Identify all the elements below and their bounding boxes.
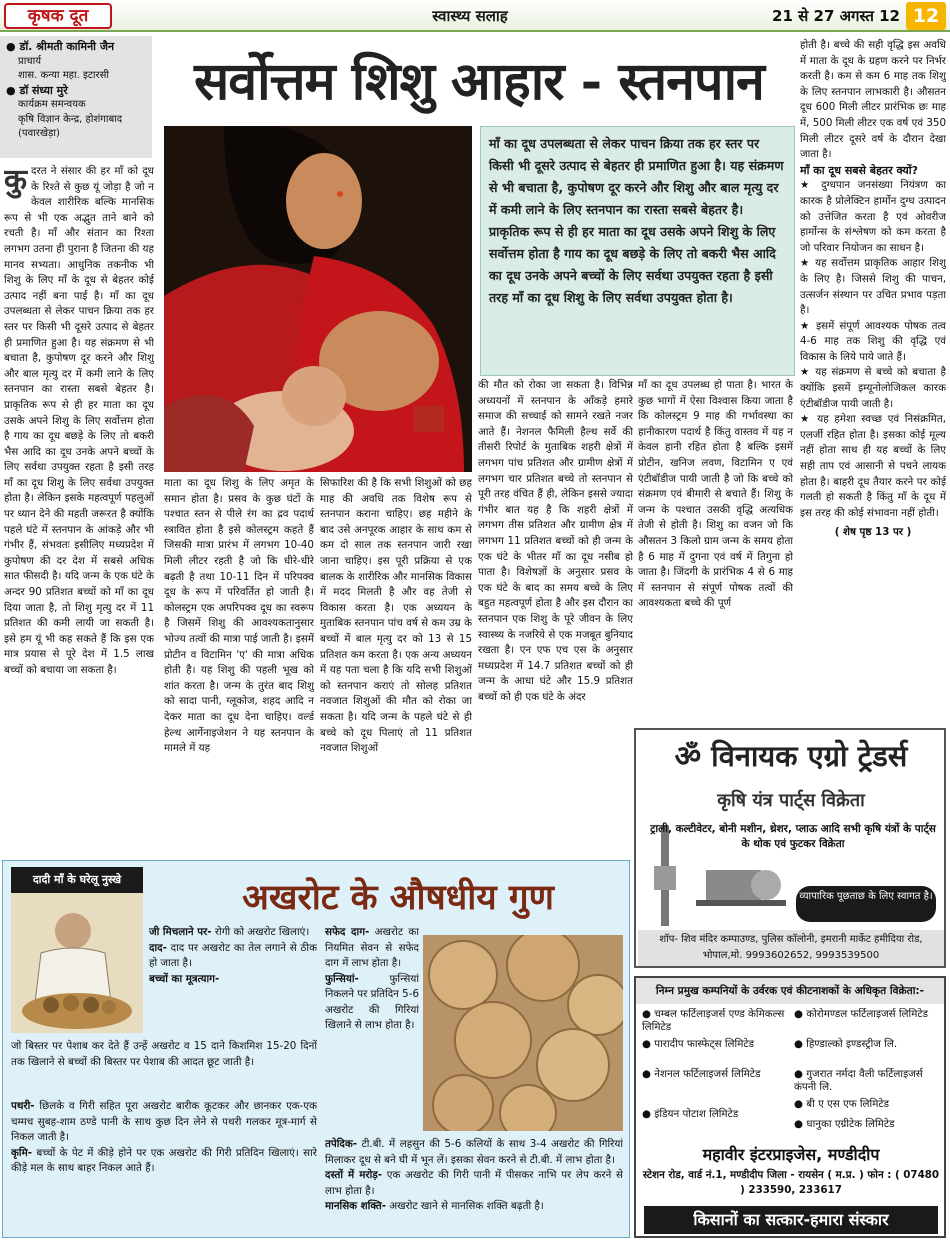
issue-date: 21 से 27 अगस्त 12 [772, 7, 900, 25]
author-title: कार्यक्रम समन्वयक [18, 99, 86, 110]
company-item: ● पारादीप फास्फेट्स लिमिटेड [642, 1038, 755, 1050]
newspaper-logo: कृषक दूत [4, 3, 112, 29]
article-column-3 [320, 476, 472, 856]
section-title: स्वास्थ्य सलाह [432, 7, 508, 25]
article-column-4 [478, 378, 633, 856]
remedy-bedwetting-text: जो बिस्तर पर पेशाब कर देते हैं उन्हें अखरोट व 15 दाने किशमिश 15-20 दिनों तक खिलाने से बच्चों की बिस्तर पर पेशाब की आदत छूट जाती है। [11, 1040, 317, 1068]
dealer-slogan: किसानों का सत्कार-हमारा संस्कार [644, 1206, 938, 1234]
mahavir-enterprises-ad [634, 976, 946, 1238]
remedy-item: पथरी- छिलके व गिरी सहित पूरा अखरोट बारीक कूटकर और छानकर एक-एक चम्मच सुबह-शाम ठण्डे पानी के साथ कुछ दिन लेने से पथरी गलकर मूत्र-मार्ग से निकल जाती है। [11, 1100, 317, 1143]
remedy-group-2 [325, 925, 419, 1135]
remedy-item: दस्तों में मरोड़- एक अखरोट की गिरी पानी में पीसकर नाभि पर लेप करने से लाभ होता है। [325, 1169, 623, 1197]
dealer-name: महावीर इंटरप्राइजेस, मण्डीदीप [702, 1145, 880, 1164]
article-point: ★ यह संक्रमण से बच्चे को बचाता है क्योंकि इसमें इम्यूनोलोजिकल कारक एंटीबॉडीज पायी जाती है। [800, 366, 946, 410]
ad-title: ॐ विनायक एग्रो ट्रेडर्स [674, 739, 908, 773]
article-point: ★ इसमें संपूर्ण आवश्यक पोषक तत्व 4-6 माह तक शिशु की वृद्धि एवं विकास के लिये पाये जाते हैं। [800, 319, 946, 363]
article-paragraph: माता का दूध शिशु के लिए अमृत के समान होता है। प्रसव के कुछ घंटों के पश्चात स्तन से पीले रंग का द्रव पदार्थ स्त्रावित होता है इसे कोलस्ट्रम कहते हैं जिसकी मात्रा प्रारंभ में लगभग 10-40 मिली लीटर रहती है जो कि धीरे-धीरे बढ़ती है तथा 10-11 दिन में परिपक्व दूध के रूप में परिवर्तित हो जाती है। कोलस्ट्रम एक अपरिपक्व दूध का स्वरूप है जिसमें शिशु की आवश्यकतानुसार भोज्य तत्वों की मात्रा पाई जाती है। इसमें प्रोटीन व विटामिन 'ए' की मात्रा अधिक होती है। यह शिशु की पहली भूख को शांत करता है। जन्म के तुरंत बाद शिशु को सादा पानी, ग्लूकोज, शहद आदि न देकर माता का दूध देना चाहिए। वर्ल्ड हेल्थ आर्गेनाइजेशन ने यह स्तनपान के मामले में यह [164, 477, 314, 755]
grandma-tips-badge: दादी माँ के घरेलू नुस्खे [11, 867, 143, 893]
article-headline: सर्वोत्तम शिशु आहार - स्तनपान [194, 51, 764, 112]
dealer-address: स्टेशन रोड, वार्ड नं.1, मण्डीदीप जिला - रायसेन ( म.प्र. ) फोन : ( 07480 ) 233590, 233617 [642, 1169, 940, 1196]
article-paragraph: सिफारिश की है कि सभी शिशुओं को छह माह की अवधि तक विशेष रूप से स्तनपान कराना चाहिए। छह महीने के बाद उसे अनपूरक आहार के साथ कम से कम दो साल तक स्तनपान जारी रखा जाना चाहिए। इस पूरी प्रक्रिया से एक बालक के शारीरिक और मानसिक विकास में मदद मिलती है और वह तेजी से विकास करता है। एक अध्ययन के मुताबिक स्तनपान पांच वर्ष से कम उम्र के बच्चों में बाल मृत्यु दर को 13 से 15 प्रतिशत कम करता है। एक अन्य अध्ययन में यह पता चला है कि यदि सभी शिशुओं को स्तनपान कराएं तो सोलह प्रतिशत नवजात शिशुओं की मौत को रोका जा सकता है। यदि जन्म के पहले घंटे से ही बच्चे को दूध पिलाएं तो 11 प्रतिशत नवजात शिशुओं [320, 477, 472, 755]
walnuts-photo [423, 935, 623, 1131]
article-point: ★ यह हमेशा स्वच्छ एवं निसंक्रमित, एलर्जी रहित होता है। इसका कोई मूल्य नहीं होता साथ ही यह बच्चों के लिए सही ताप एवं आसानी से पचने लायक होता है। बाहरी दूध तैयार करने पर कोई गलती हो सकती है किंतु माँ के दूध में इस तरह की कोई संभावना नहीं होती। [800, 413, 946, 519]
article-column-2 [164, 476, 314, 856]
article-subheading: माँ का दूध सबसे बेहतर क्यों? [800, 163, 919, 177]
remedy-item: फुन्सियां- फुन्सियां निकलने पर प्रतिदिन 5-6 अखरोट की गिरियां खिलाने से लाभ होता है। [325, 972, 419, 1031]
article-column-6 [800, 38, 946, 720]
company-item: ● कोरोमण्डल फर्टिलाइजर्स लिमिटेड [794, 1008, 929, 1020]
ad-subtitle: कृषि यंत्र पार्ट्स विक्रेता [717, 790, 865, 811]
page-number: 12 [906, 2, 946, 30]
pull-quote: माँ का दूध उपलब्धता से लेकर पाचन क्रिया तक हर स्तर पर किसी भी दूसरे उत्पाद से बेहतर ही प्रमाणित हुआ है। यह संक्रमण से भी बचाता है, कुपोषण दूर करने और शिशु और बाल मृत्यु दर में कमी लाने के लिए स्तनपान का रास्ता सबसे बेहतर है। प्राकृतिक रूप से ही हर माता का दूध उसके अपने शिशु के लिए सर्वोत्तम होता है गाय का दूध बछड़े के लिए तो बकरी भैस आदि का दूध उनके अपने बच्चों के लिए सर्वथा उपयुक्त रहता है इसी तरह माँ का दूध शिशु के लिए सर्वथा उपयुक्त होता है। [480, 126, 795, 376]
remedy-group-4 [325, 1137, 623, 1235]
remedy-group-3 [11, 1099, 317, 1235]
author-affiliation: शास. कन्या महा. इटारसी [18, 70, 109, 81]
drop-cap: कु [4, 164, 28, 198]
remedy-item: सफेद दाग- अखरोट का नियमित सेवन से सफेद दाग में लाभ होता है। [325, 926, 419, 969]
company-item: ● बी ए एस एफ लिमिटेड [794, 1098, 890, 1110]
grandmother-illustration [11, 893, 143, 1033]
article-paragraph: माँ का दूध उपलब्ध हो पाता है। भारत के कुछ भागों में ऐसा विश्वास किया जाता है कि कोलस्ट्रम 9 माह की गर्भावस्था का हानीकारण पदार्थ है किंतु वास्तव में यह न केवल हानी रहित होता है बल्कि इसमें प्रोटीन, खनिज लवण, विटामिन ए एवं एंटीबॉडीज पायी जाती है जो कि बच्चे को संक्रमण एवं बीमारी से बचाते हैं। शिशु के जन्म के पश्चात उसकी वृद्धि अत्यधिक तेजी से होती है। शिशु का वजन जो कि औसतन 3 किलो ग्राम जन्म के समय होता है 6 माह में दुगना एवं वर्ष में तिगुना हो जाता है। जिंदगी के प्रारंभिक 4 से 6 माह में स्तनपान से संपूर्ण पोषक तत्वों की आवश्यकता बच्चे की पूर्ण [638, 379, 793, 610]
continued-note: ( शेष पृष्ठ 13 पर ) [834, 526, 912, 539]
ad-heading: निम्न प्रमुख कम्पनियों के उर्वरक एवं कीटनाशकों के अधिकृत विक्रेता:- [636, 978, 944, 1004]
ad-address: शॉप- शिव मंदिर कम्पाउण्ड, पुलिस कॉलोनी, इमरानी मार्केट हमीदिया रोड, भोपाल,मो. 9993602652, 9993539500 [638, 930, 944, 966]
author-title: प्राचार्य [18, 55, 42, 67]
article-column-1 [4, 164, 154, 854]
remedy-group-1 [149, 925, 317, 1045]
article-paragraph: दरत ने संसार की हर माँ को दूध के रिश्ते से कुछ यूं जोड़ा है जो न केवल शारीरिक बल्कि मानसिक रूप से भी एक अद्भुत ताने बाने को रचती है। माँ और संतान का रिश्ता लगभग उतना ही पुराना है जितना की यह मानव सभ्यता। आधुनिक तकनीक भी शिशु के लिए माँ के दूध से बेहतर कोई उत्पाद नहीं बना पाई है। माँ का दूध उपलब्धता से लेकर पाचन क्रिया तक हर स्तर पर किसी भी दूसरे उत्पाद से बेहतर ही प्रमाणित हुआ है। यह संक्रमण से भी बचाता है, कुपोषण दूर करने और शिशु और बाल मृत्यु दर में कमी लाने के लिए स्तनपान का रास्ता सबसे बेहतर है। प्राकृतिक रूप से ही हर माता का दूध उसके अपने शिशु के लिए सर्वोत्तम होता है गाय का दूध बछड़े के लिए तो बकरी भैस आदि का दूध उनके अपने बच्चों के लिए सर्वथा उपयुक्त रहता है इसी तरह माँ का दूध शिशु के लिए सर्वथा उपयुक्त होता है। लेकिन इसके महत्वपूर्ण पहलुओं पर ध्यान देने की महती जरूरत है क्योंकि पहले घंटे में स्तनपान के आंकड़े और भी गंभीर हैं, संभवतः इसीलिए मध्यप्रदेश में कुपोषण की दर देश में सबसे अधिक सात फीसदी है। यदि जन्म के एक घंटे के अन्दर 90 प्रतिशत बच्चों को माँ का दूध दिया जाता है, तो शिशु मृत्यु दर में 11 प्रतिशत की कमी लायी जा सकती है। इसे हम यूं भी कह सकते हैं कि इस एक मात्र प्रयास से पूरे देश में 1.5 लाख बच्चों को बचाया जा सकता है। [4, 165, 154, 676]
author-box [0, 36, 152, 158]
ad-description: ट्राली, कल्टीवेटर, बोनी मशीन, थ्रेशर, प्लाऊ आदि सभी कृषि यंत्रों के पार्ट्स के थोक एवं फुटकर विक्रेता [650, 823, 936, 850]
company-item: ● हिण्डाल्को इण्डस्ट्रीज लि. [794, 1038, 898, 1050]
author-name: ● डॉ. श्रीमती कामिनी जैन [6, 40, 115, 53]
article-paragraph: होती है। बच्चे की सही वृद्धि इस अवधि में माता के दूध के ग्रहण करने पर निर्भर करती है। कम से कम 6 माह तक शिशु के लिए स्तनपान लाभकारी है। औसतन दूध 600 मिली लीटर प्रारंभिक छः माह में, 500 मिली लीटर एक वर्ष एवं 350 मिली लीटर दूसरे वर्ष के दौरान देखा जाता है। [800, 39, 946, 161]
vinayak-agro-ad [634, 728, 946, 968]
remedy-item: कृमि- बच्चों के पेट में कीड़े होने पर एक अखरोट की गिरी प्रतिदिन खिलाएं। सारे कीड़े मल के साथ बाहर निकल आते हैं। [11, 1146, 317, 1174]
remedy-item: दाद- दाद पर अखरोट का तेल लगाने से ठीक हो जाता है। [149, 941, 317, 969]
company-list [642, 1008, 940, 1138]
company-item: ● गुजरात नर्मदा वैली फर्टिलाइजर्स कंपनी लि. [794, 1068, 923, 1093]
remedy-item: बच्चों का मूत्रत्याग- [149, 972, 220, 985]
walnut-remedies-box [2, 860, 630, 1238]
remedy-item: तपेदिक- टी.बी. में लहसुन की 5-6 कलियों के साथ 3-4 अखरोट की गिरियां मिलाकर दूध से बने घी में भून लें। इसका सेवन करने से टी.बी. में लाभ होता है। [325, 1138, 623, 1166]
remedy-item: जी मिचलाने पर- रोगी को अखरोट खिलाएं। [149, 926, 310, 938]
ad-badge: व्यापारिक पूछताछ के लिए स्वागत है। [796, 886, 936, 922]
article-point: ★ यह सर्वोत्तम प्राकृतिक आहार शिशु के लिए है। जिससे शिशु की पाचन, उत्सर्जन संस्थान पर उचित प्रभाव पड़ता है। [800, 257, 946, 317]
company-item: ● नेशनल फर्टिलाइजर्स लिमिटेड [642, 1068, 761, 1080]
article-column-5 [638, 378, 793, 720]
walnut-section-title: अखरोट के औषधीय गुण [242, 877, 554, 918]
author-name: ● डॉ संध्या मुरे [6, 83, 68, 97]
article-point: ★ दुग्धपान जनसंख्या नियंत्रण का कारक है प्रोलेक्टिन हार्मोन दुग्ध उत्पादन को उत्तेजित करता है एवं ओवरीज हार्मोन्स के संश्लेषण को कम करता है जो परिवार नियोजन का साधन है। [800, 179, 946, 254]
company-item: ● इंडियन पोटाश लिमिटेड [642, 1108, 739, 1120]
author-affiliation: कृषि विज्ञान केन्द्र, होशंगाबाद (पवारखेड़ा) [18, 113, 123, 139]
page-header [0, 0, 950, 32]
company-item: ● चम्बल फर्टिलाइजर्स एण्ड केमिकल्स लिमिटेड [642, 1008, 785, 1033]
article-paragraph: की मौत को रोका जा सकता है। विभिन्न अध्ययनों में स्तनपान के आँकड़े हमारे समाज की सच्चाई को सामने रखते नजर आते हैं। नेशनल फैमिली हैल्थ सर्वे की तीसरी रिपोर्ट के मुताबिक शहरी क्षेत्रों में लगभग पांच प्रतिशत और ग्रामीण क्षेत्रों में लगभग चार प्रतिशत बच्चे तो स्तनपान से पूरी तरह वंचित हैं ही, लेकिन इससे ज्यादा गंभीर बात यह है कि शहरी क्षेत्रों में लगभग तीस प्रतिशत और ग्रामीण क्षेत्र में लगभग 11 प्रतिशत बच्चों को ही जन्म के एक घंटे के भीतर माँ का दूध नसीब हो पाता है। विशेषज्ञों के अनुसार प्रसव के एक घंटे के बाद का समय बच्चे के लिए बहुत महत्वपूर्ण होता है और इस दौरान का स्तनपान एक शिशु के पूरे जीवन के लिए स्वास्थ्य के नजरिये से एक मजबूत बुनियाद रखता है। एन एफ एच एस के अनुसार मध्यप्रदेश में 14.7 प्रतिशत बच्चों को ही जन्म के आधा घंटे और 15.9 प्रतिशत बच्चों को ही एक घंटे के अंदर [478, 379, 633, 703]
company-item: ● धानुका एग्रीटेक लिमिटेड [794, 1118, 895, 1130]
remedy-item: मानसिक शक्ति- अखरोट खाने से मानसिक शक्ति बढ़ती है। [325, 1200, 544, 1212]
mother-feeding-photo [164, 126, 472, 472]
mother-feeding-illustration [164, 126, 472, 472]
